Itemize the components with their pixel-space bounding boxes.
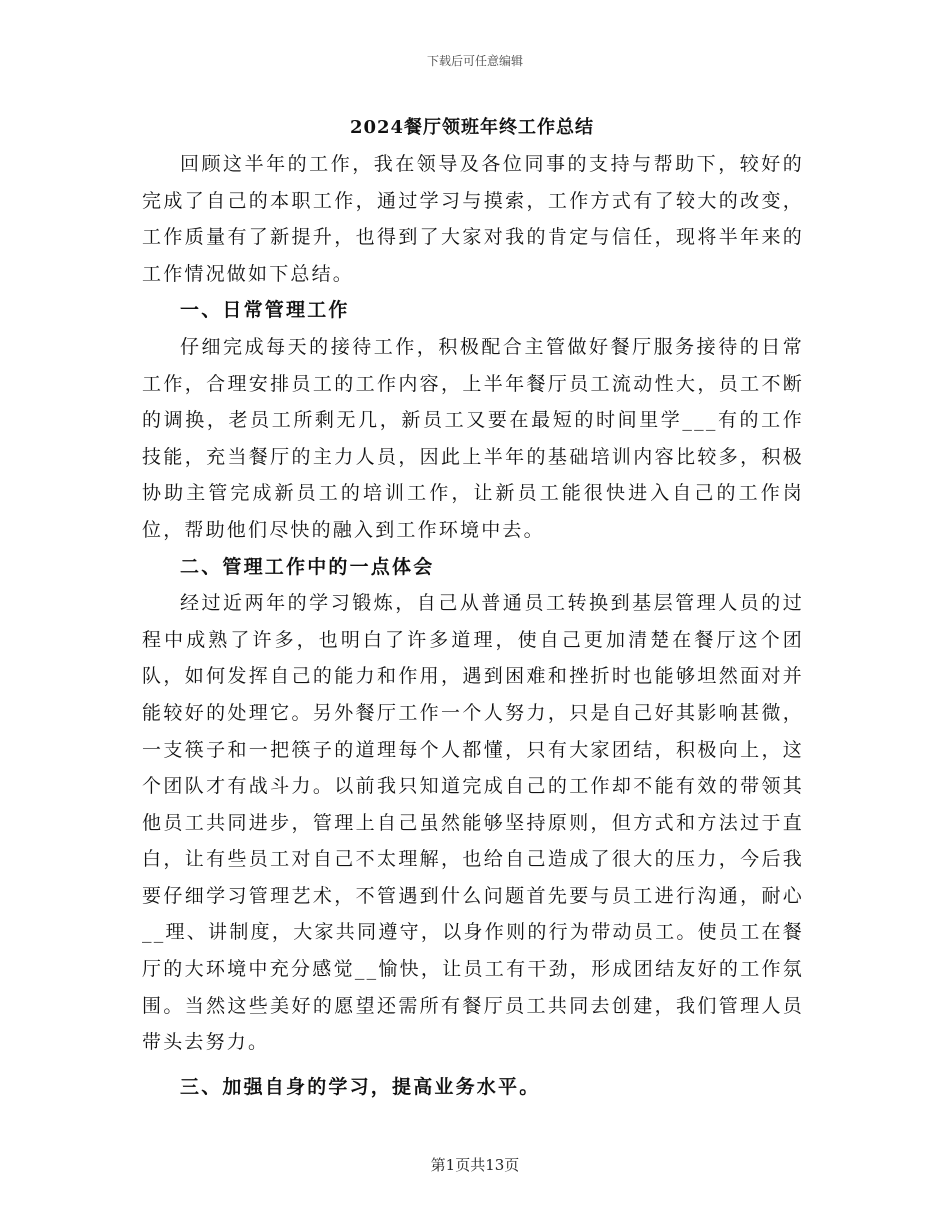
section-body-daily-management: 仔细完成每天的接待工作，积极配合主管做好餐厅服务接待的日常工作，合理安排员工的工作内容，上半年餐厅员工流动性大，员工不断的调换，老员工所剩无几，新员工又要在最短的时间里学___有的工作技能，充当餐厅的主力人员，因此上半年的基础培训内容比较多，积极协助主管完成新员工的培训工作，让新员工能很快进入自己的工作岗位，帮助他们尽快的融入到工作环境中去。 — [142, 335, 804, 541]
document-title: 2024餐厅领班年终工作总结 — [349, 117, 595, 138]
section-heading-management-insights: 二、管理工作中的一点体会 — [180, 555, 435, 578]
section-body-management-insights: 经过近两年的学习锻炼，自己从普通员工转换到基层管理人员的过程中成熟了许多，也明白了许多道理，使自己更加清楚在餐厅这个团队，如何发挥自己的能力和作用，遇到困难和挫折时也能够坦然面对并能较好的处理它。另外餐厅工作一个人努力，只是自己好其影响甚微，一支筷子和一把筷子的道理每个人都懂，只有大家团结，积极向上，这个团队才有战斗力。以前我只知道完成自己的工作却不能有效的带领其他员工共同进步，管理上自己虽然能够坚持原则，但方式和方法过于直白，让有些员工对自己不太理解，也给自己造成了很大的压力，今后我要仔细学习管理艺术，不管遇到什么问题首先要与员工进行沟通，耐心__理、讲制度，大家共同遵守，以身作则的行为带动员工。使员工在餐厅的大环境中充分感觉__愉快，让员工有干劲，形成团结友好的工作氛围。当然这些美好的愿望还需所有餐厅员工共同去创建，我们管理人员带头去努力。 — [142, 592, 804, 1054]
header-note: 下载后可任意编辑 — [426, 54, 523, 68]
intro-paragraph: 回顾这半年的工作，我在领导及各位同事的支持与帮助下，较好的完成了自己的本职工作，通过学习与摸索，工作方式有了较大的改变，工作质量有了新提升，也得到了大家对我的肯定与信任，现将半年来的工作情况做如下总结。 — [142, 153, 804, 285]
section-heading-daily-management: 一、日常管理工作 — [180, 299, 350, 322]
page-number: 第1页共13页 — [430, 1156, 520, 1174]
document-body — [142, 146, 804, 1105]
section-heading-self-learning: 三、加强自身的学习，提高业务水平。 — [180, 1075, 541, 1098]
